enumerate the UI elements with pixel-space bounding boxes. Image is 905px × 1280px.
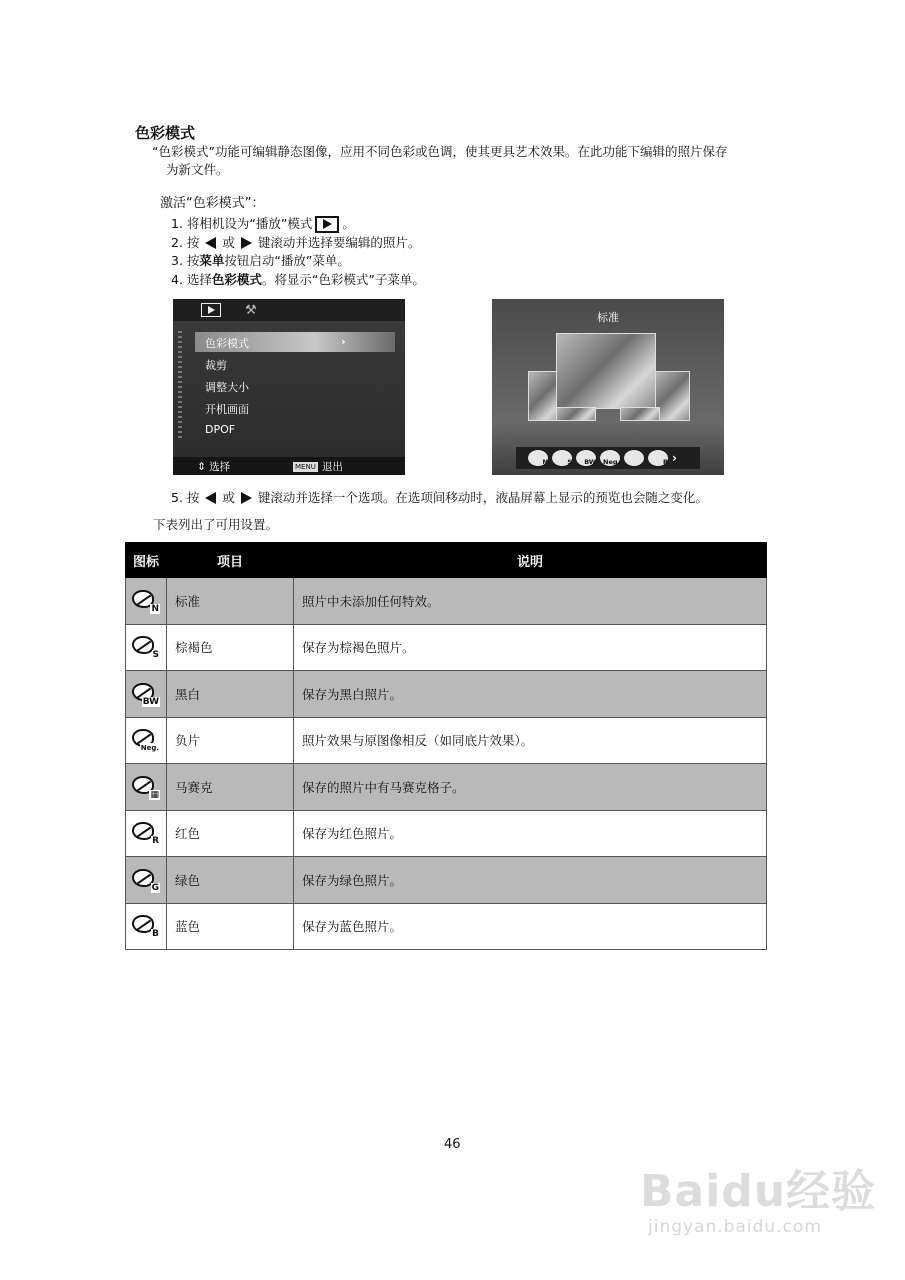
item-desc: 保存为绿色照片。 — [294, 857, 767, 904]
item-name: 标准 — [167, 578, 294, 625]
color-sepia-icon[interactable]: S — [552, 450, 572, 466]
header-icon: 图标 — [126, 543, 167, 578]
color-normal-icon[interactable]: N — [528, 450, 548, 466]
baidu-watermark-logo: Baidu经验 — [640, 1166, 877, 1217]
menu-item-dpof[interactable]: DPOF — [205, 423, 236, 436]
activate-heading: 激活“色彩模式”： — [160, 196, 265, 211]
preview-photo-bottom-left — [556, 407, 596, 421]
menu-key-icon: MENU — [295, 463, 316, 471]
table-row — [126, 624, 767, 671]
step-4 — [171, 271, 425, 290]
color-bw-icon: BW — [132, 683, 160, 705]
step-3-text-a: 3. 按 — [171, 253, 200, 268]
step-2-or: 或 — [222, 234, 235, 250]
step-1-end: 。 — [342, 216, 355, 231]
step-5-text-a: 5. 按 — [171, 490, 200, 505]
left-arrow-icon — [205, 237, 216, 249]
item-name: 绿色 — [167, 857, 294, 904]
menu-item-color-mode[interactable]: 色彩模式 — [205, 337, 249, 350]
step-3 — [171, 252, 425, 271]
menu-item-startup-image[interactable]: 开机画面 — [205, 403, 249, 416]
item-desc: 照片效果与原图像相反（如同底片效果）。 — [294, 717, 767, 764]
setup-wrench-icon[interactable]: ⚒ — [245, 303, 257, 318]
menu-tab-bar — [173, 299, 405, 321]
table-row — [126, 671, 767, 718]
item-desc: 保存的照片中有马赛克格子。 — [294, 764, 767, 811]
menu-item-arrow-icon: › — [341, 335, 346, 348]
color-normal-icon: N — [132, 590, 160, 612]
table-row — [126, 857, 767, 904]
item-desc: 保存为蓝色照片。 — [294, 903, 767, 950]
camera-menu-screen — [173, 299, 405, 475]
intro-line-2: 为新文件。 — [166, 162, 229, 177]
table-row — [126, 717, 767, 764]
up-down-icon: ⇕ — [197, 461, 206, 473]
item-desc: 保存为棕褐色照片。 — [294, 624, 767, 671]
color-mosaic-icon[interactable] — [624, 450, 644, 466]
header-desc: 说明 — [294, 543, 767, 578]
color-red-icon[interactable]: R — [648, 450, 668, 466]
exit-label: 退出 — [321, 461, 343, 473]
step-4-text-a: 4. 选择 — [171, 271, 212, 287]
intro-line-1: “色彩模式”功能可编辑静态图像，应用不同色彩或色调，使其更具艺术效果。在此功能下编辑的照片保存 — [152, 144, 728, 159]
table-row — [126, 903, 767, 950]
select-label: 选择 — [209, 461, 231, 473]
color-green-icon: G — [132, 869, 160, 891]
table-header-row — [126, 543, 767, 578]
step-2 — [171, 234, 425, 253]
step-4-text-b: 。将显示“色彩模式”子菜单。 — [261, 271, 425, 287]
right-arrow-icon — [241, 237, 252, 249]
color-sepia-icon: S — [132, 636, 160, 658]
intro-paragraph — [152, 143, 792, 179]
step-1-text: 1. 将相机设为“播放”模式 — [171, 216, 313, 231]
step-5 — [171, 489, 708, 508]
step-1 — [171, 215, 425, 234]
color-bw-icon[interactable]: BW — [576, 450, 596, 466]
exit-hint — [293, 459, 343, 474]
step-5-or: 或 — [222, 490, 235, 505]
step-2-text-a: 2. 按 — [171, 234, 200, 250]
item-desc: 保存为红色照片。 — [294, 810, 767, 857]
step-2-text-b: 键滚动并选择要编辑的照片。 — [257, 234, 421, 250]
baidu-watermark-url: jingyan.baidu.com — [648, 1217, 822, 1237]
color-negative-icon[interactable]: Neg. — [600, 450, 620, 466]
item-name: 黑白 — [167, 671, 294, 718]
table-row — [126, 578, 767, 625]
item-name: 负片 — [167, 717, 294, 764]
step-5-text-b: 键滚动并选择一个选项。在选项间移动时，液晶屏幕上显示的预览也会随之变化。 — [257, 490, 708, 505]
item-name: 红色 — [167, 810, 294, 857]
color-red-icon: R — [132, 822, 160, 844]
table-row — [126, 810, 767, 857]
color-mode-preview-screen — [492, 299, 724, 475]
item-name: 蓝色 — [167, 903, 294, 950]
item-desc: 照片中未添加任何特效。 — [294, 578, 767, 625]
step-4-bold: 色彩模式 — [211, 271, 262, 287]
table-intro: 下表列出了可用设置。 — [153, 517, 279, 532]
color-mosaic-icon: ▦ — [132, 776, 160, 798]
menu-item-resize[interactable]: 调整大小 — [205, 381, 249, 394]
menu-item-crop[interactable]: 裁剪 — [205, 359, 227, 372]
color-negative-icon: Neg. — [132, 729, 160, 751]
color-mode-table — [125, 542, 767, 950]
item-name: 马赛克 — [167, 764, 294, 811]
left-arrow-icon — [205, 492, 216, 504]
item-name: 棕褐色 — [167, 624, 294, 671]
select-hint — [197, 459, 230, 474]
page-number: 46 — [444, 1137, 461, 1152]
step-3-text-b: 按钮启动“播放”菜单。 — [224, 253, 350, 268]
scroll-indicator — [178, 331, 182, 441]
preview-title: 标准 — [597, 311, 619, 324]
preview-photo-main — [556, 333, 656, 409]
preview-photo-bottom-right — [620, 407, 660, 421]
table-row — [126, 764, 767, 811]
menu-footer — [173, 457, 405, 475]
color-blue-icon: B — [132, 915, 160, 937]
right-arrow-icon — [241, 492, 252, 504]
more-right-icon[interactable]: › — [672, 451, 677, 465]
section-title: 色彩模式 — [135, 124, 196, 142]
playback-tab-icon[interactable] — [201, 303, 221, 317]
step-3-bold: 菜单 — [199, 253, 225, 268]
steps-list — [171, 215, 425, 289]
item-desc: 保存为黑白照片。 — [294, 671, 767, 718]
play-mode-icon — [315, 216, 339, 233]
color-mode-icon-bar — [516, 447, 700, 469]
header-item: 项目 — [167, 543, 294, 578]
